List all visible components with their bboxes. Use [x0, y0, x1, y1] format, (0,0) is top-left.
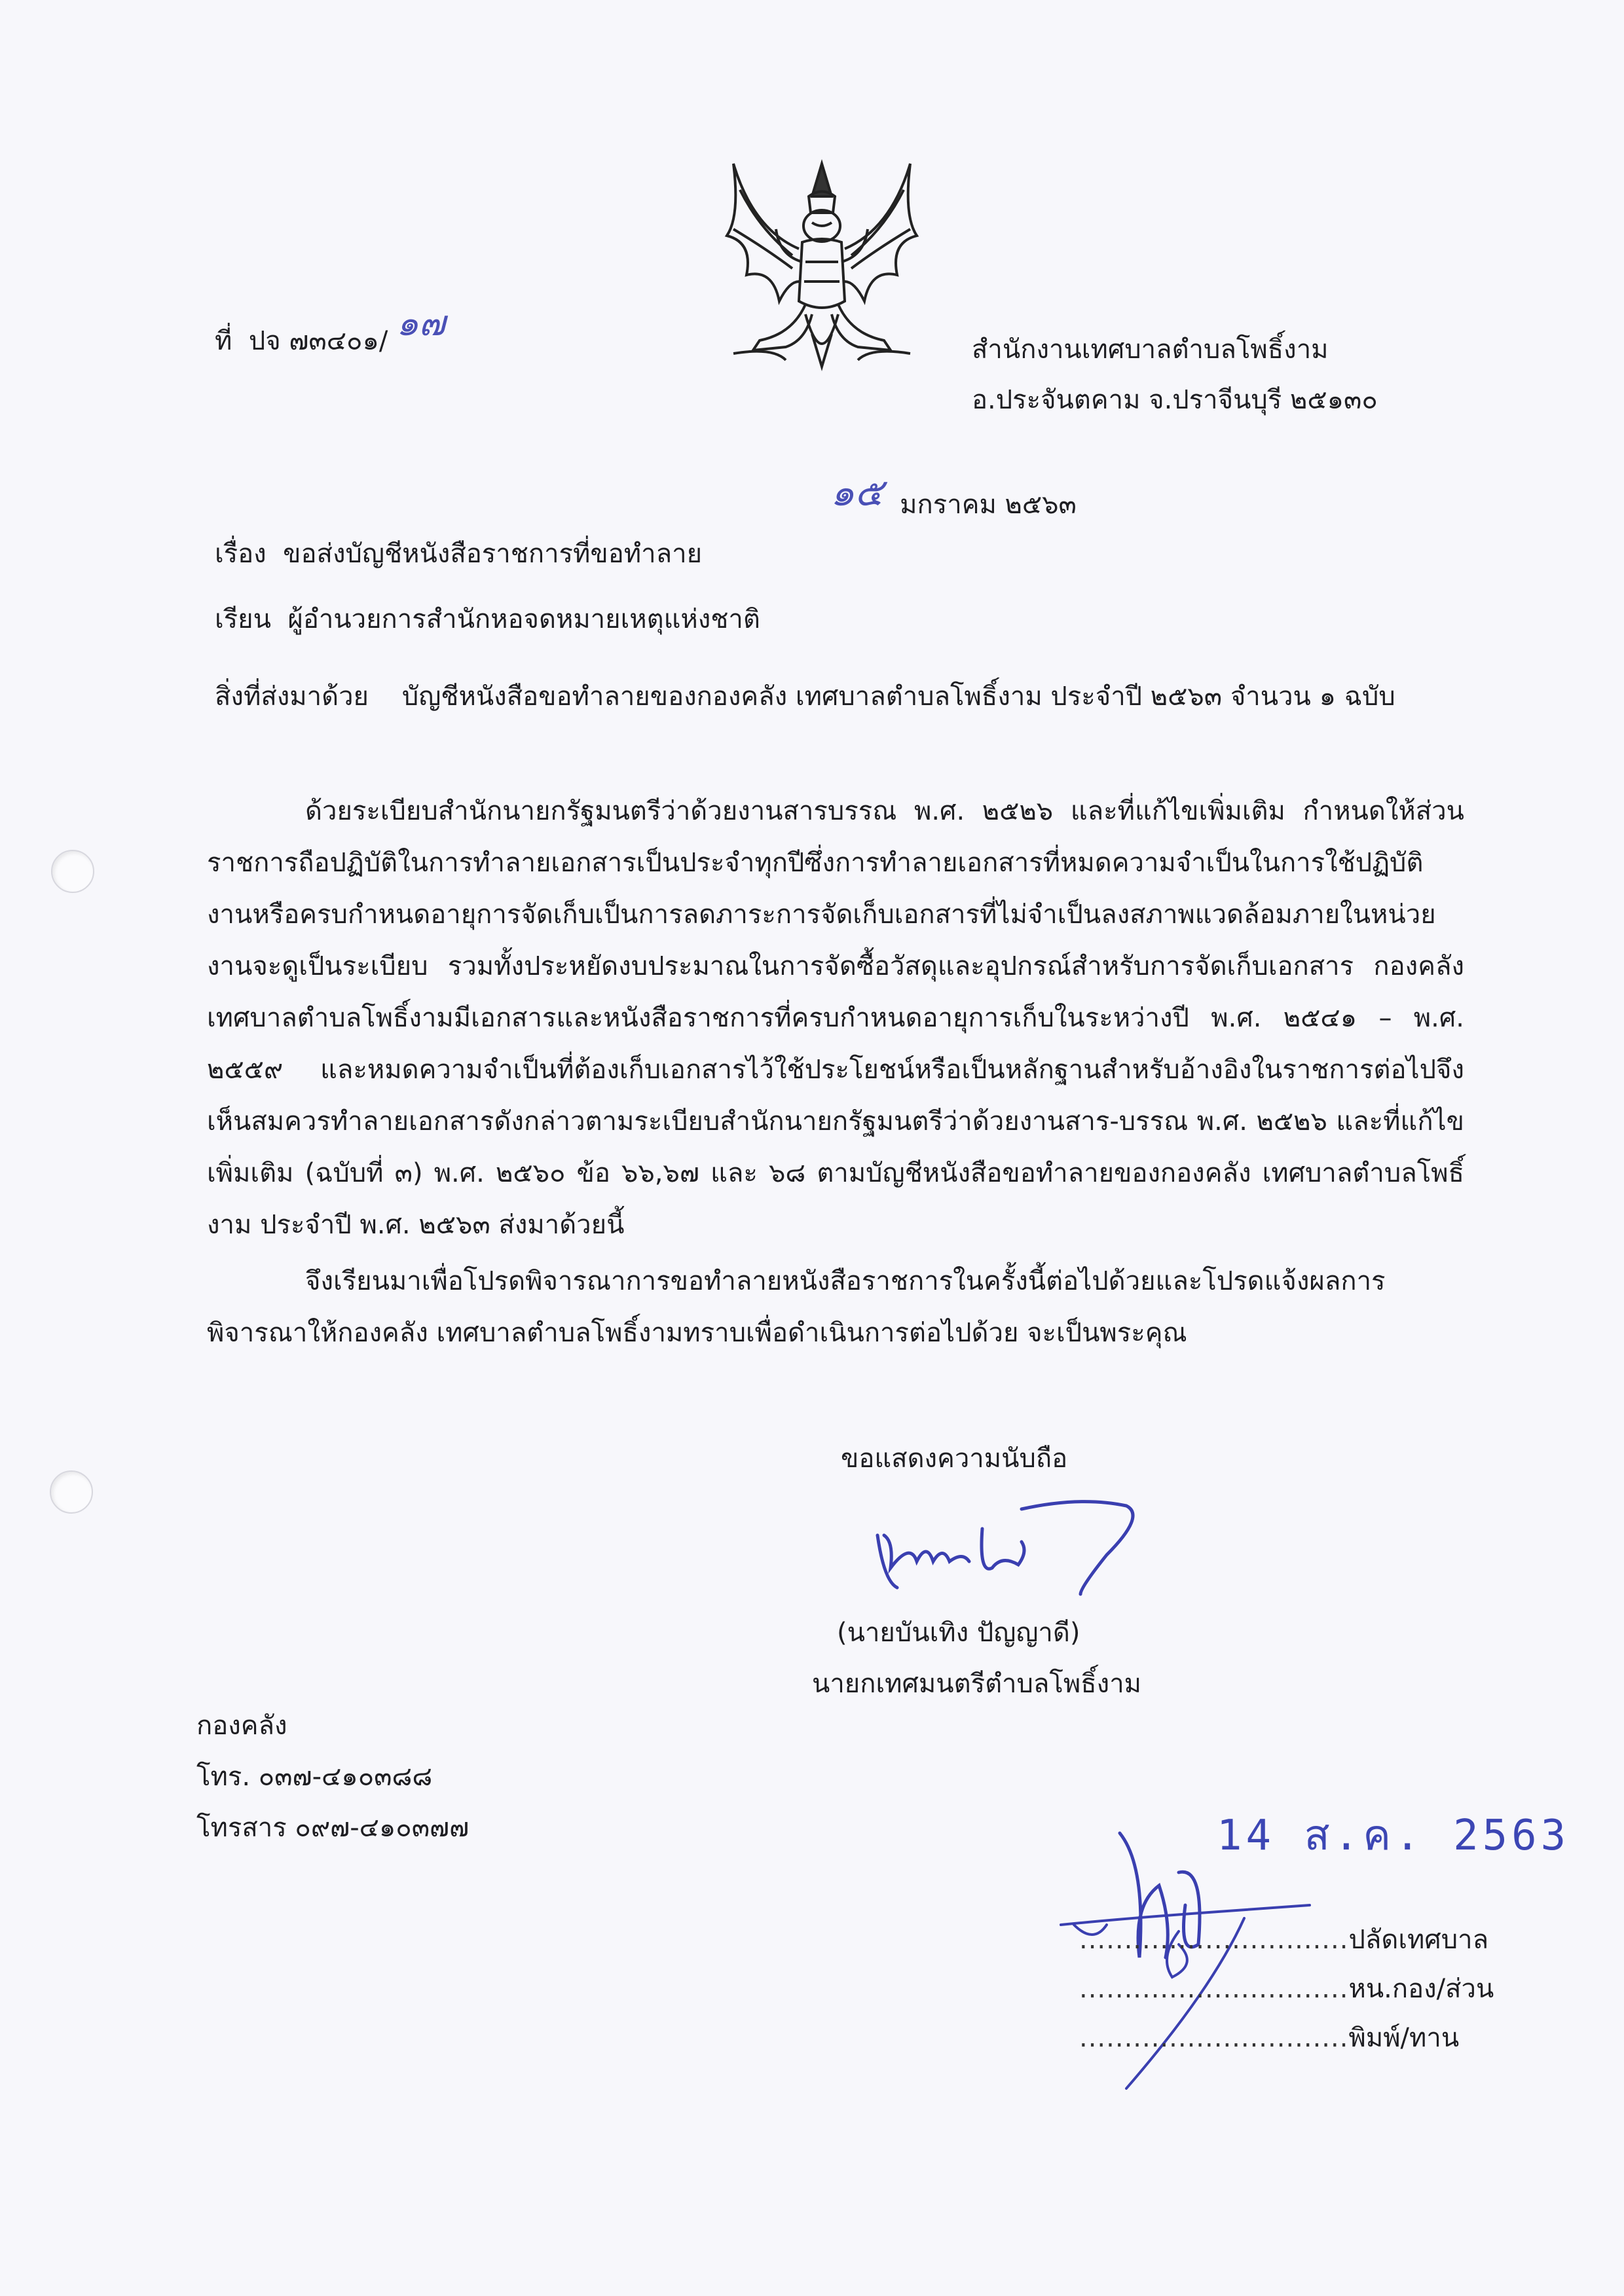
body-paragraph-1 [207, 786, 1464, 1251]
body-paragraph-2 [207, 1256, 1464, 1359]
routing-label-1: ปลัดเทศบาล [1348, 1925, 1489, 1955]
punch-hole-top [51, 850, 94, 893]
enclosure-label: สิ่งที่ส่งมาด้วย [215, 682, 369, 712]
enclosure-line [215, 681, 1395, 712]
routing-line-2: ..............................หน.กอง/ส่วน [1079, 1974, 1494, 2004]
office-address: อ.ประจันตคาม จ.ปราจีนบุรี ๒๕๑๓๐ [972, 385, 1378, 415]
subject-line [215, 538, 702, 570]
letter-date [830, 470, 1077, 524]
reference-handwritten-number: ๑๗ [396, 302, 445, 344]
signer-title: นายกเทศมนตรีตำบลโพธิ์งาม [812, 1669, 1142, 1699]
subject-label: เรื่อง [215, 539, 267, 569]
recipient-label: เรียน [215, 604, 271, 634]
signature-mark [871, 1489, 1146, 1607]
reference-number: ปจ ๗๓๔๐๑/ [248, 326, 388, 356]
routing-label-2: หน.กอง/ส่วน [1348, 1974, 1494, 2004]
routing-line-1: ..............................ปลัดเทศบาล [1079, 1925, 1489, 1955]
routing-signature-mark [1048, 1827, 1323, 2102]
routing-label-3: พิมพ์/ทาน [1348, 2023, 1460, 2053]
subject-value: ขอส่งบัญชีหนังสือราชการที่ขอทำลาย [283, 539, 702, 569]
footer-phone: โทร. ๐๓๗-๔๑๐๓๘๘ [196, 1762, 433, 1792]
recipient-value: ผู้อำนวยการสำนักหอจดหมายเหตุแห่งชาติ [287, 604, 760, 634]
body-paragraph-1-text: ด้วยระเบียบสำนักนายกรัฐมนตรีว่าด้วยงานสารบรรณ พ.ศ. ๒๕๒๖ และที่แก้ไขเพิ่มเติม กำหนดให้ส่วนราชการถือปฏิบัติในการทำลายเอกสารเป็นประจำทุกปีซึ่งการทำลายเอกสารที่หมดความจำเป็นในการใช้ปฏิบัติงานหรือครบกำหนดอายุการจัดเก็บเป็นการลดภาระการจัดเก็บเอกสารที่ไม่จำเป็นลงสภาพแวดล้อมภายในหน่วยงานจะดูเป็นระเบียบ รวมทั้งประหยัดงบประมาณในการจัดซื้อวัสดุและอุปกรณ์สำหรับการจัดเก็บเอกสาร กองคลังเทศบาลตำบลโพธิ์งามมีเอกสารและหนังสือราชการที่ครบกำหนดอายุการเก็บในระหว่างปี พ.ศ. ๒๕๔๑ – พ.ศ. ๒๕๕๙ และหมดความจำเป็นที่ต้องเก็บเอกสารไว้ใช้ประโยชน์หรือเป็นหลักฐานสำหรับอ้างอิงในราชการต่อไปจึงเห็นสมควรทำลายเอกสารดังกล่าวตามระเบียบสำนักนายกรัฐมนตรีว่าด้วยงานสาร-บรรณ พ.ศ. ๒๕๒๖ และที่แก้ไขเพิ่มเติม (ฉบับที่ ๓) พ.ศ. ๒๕๖๐ ข้อ ๖๖,๖๗ และ ๖๘ ตามบัญชีหนังสือขอทำลายของกองคลัง เทศบาลตำบลโพธิ์งาม ประจำปี พ.ศ. ๒๕๖๓ ส่งมาด้วยนี้ [207, 796, 1464, 1240]
enclosure-value: บัญชีหนังสือขอทำลายของกองคลัง เทศบาลตำบลโพธิ์งาม ประจำปี ๒๕๖๓ จำนวน ๑ ฉบับ [401, 682, 1395, 712]
date-text: มกราคม ๒๕๖๓ [900, 490, 1077, 520]
reference-line [215, 302, 445, 359]
routing-line-3: ..............................พิมพ์/ทาน [1079, 2023, 1460, 2053]
punch-hole-bottom [50, 1470, 93, 1514]
date-handwritten-day: ๑๕ [830, 470, 883, 515]
footer-fax: โทรสาร ๐๙๗-๔๑๐๓๗๗ [196, 1813, 470, 1843]
signer-name: (นายบันเทิง ปัญญาดี) [837, 1618, 1080, 1648]
reference-label: ที่ [215, 326, 232, 356]
footer-department: กองคลัง [196, 1711, 287, 1741]
office-name: สำนักงานเทศบาลตำบลโพธิ์งาม [972, 335, 1329, 365]
recipient-line [215, 604, 760, 635]
closing-salutation: ขอแสดงความนับถือ [841, 1444, 1068, 1474]
garuda-emblem-icon [714, 151, 930, 386]
receipt-stamp-date: 14 ส.ค. 2563 [1217, 1812, 1570, 1860]
body-paragraph-2-text: จึงเรียนมาเพื่อโปรดพิจารณาการขอทำลายหนังสือราชการในครั้งนี้ต่อไปด้วยและโปรดแจ้งผลการพิจารณาให้กองคลัง เทศบาลตำบลโพธิ์งามทราบเพื่อดำเนินการต่อไปด้วย จะเป็นพระคุณ [207, 1266, 1386, 1348]
